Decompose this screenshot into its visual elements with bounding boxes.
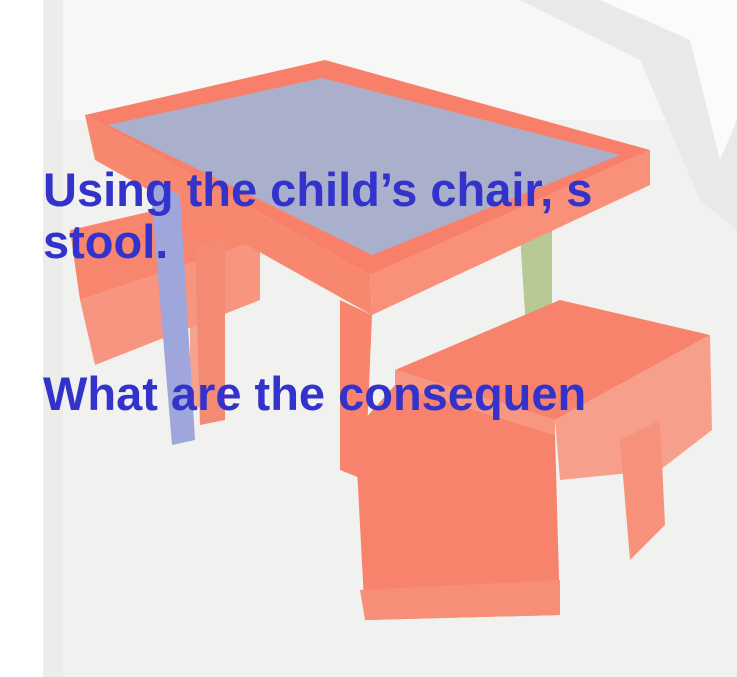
- question-line-1: Using the child’s chair, s: [43, 164, 593, 216]
- question-line-3: What are the consequen: [43, 368, 587, 420]
- question-line-2: stool.: [43, 216, 169, 268]
- photo-edge-left: [43, 0, 63, 677]
